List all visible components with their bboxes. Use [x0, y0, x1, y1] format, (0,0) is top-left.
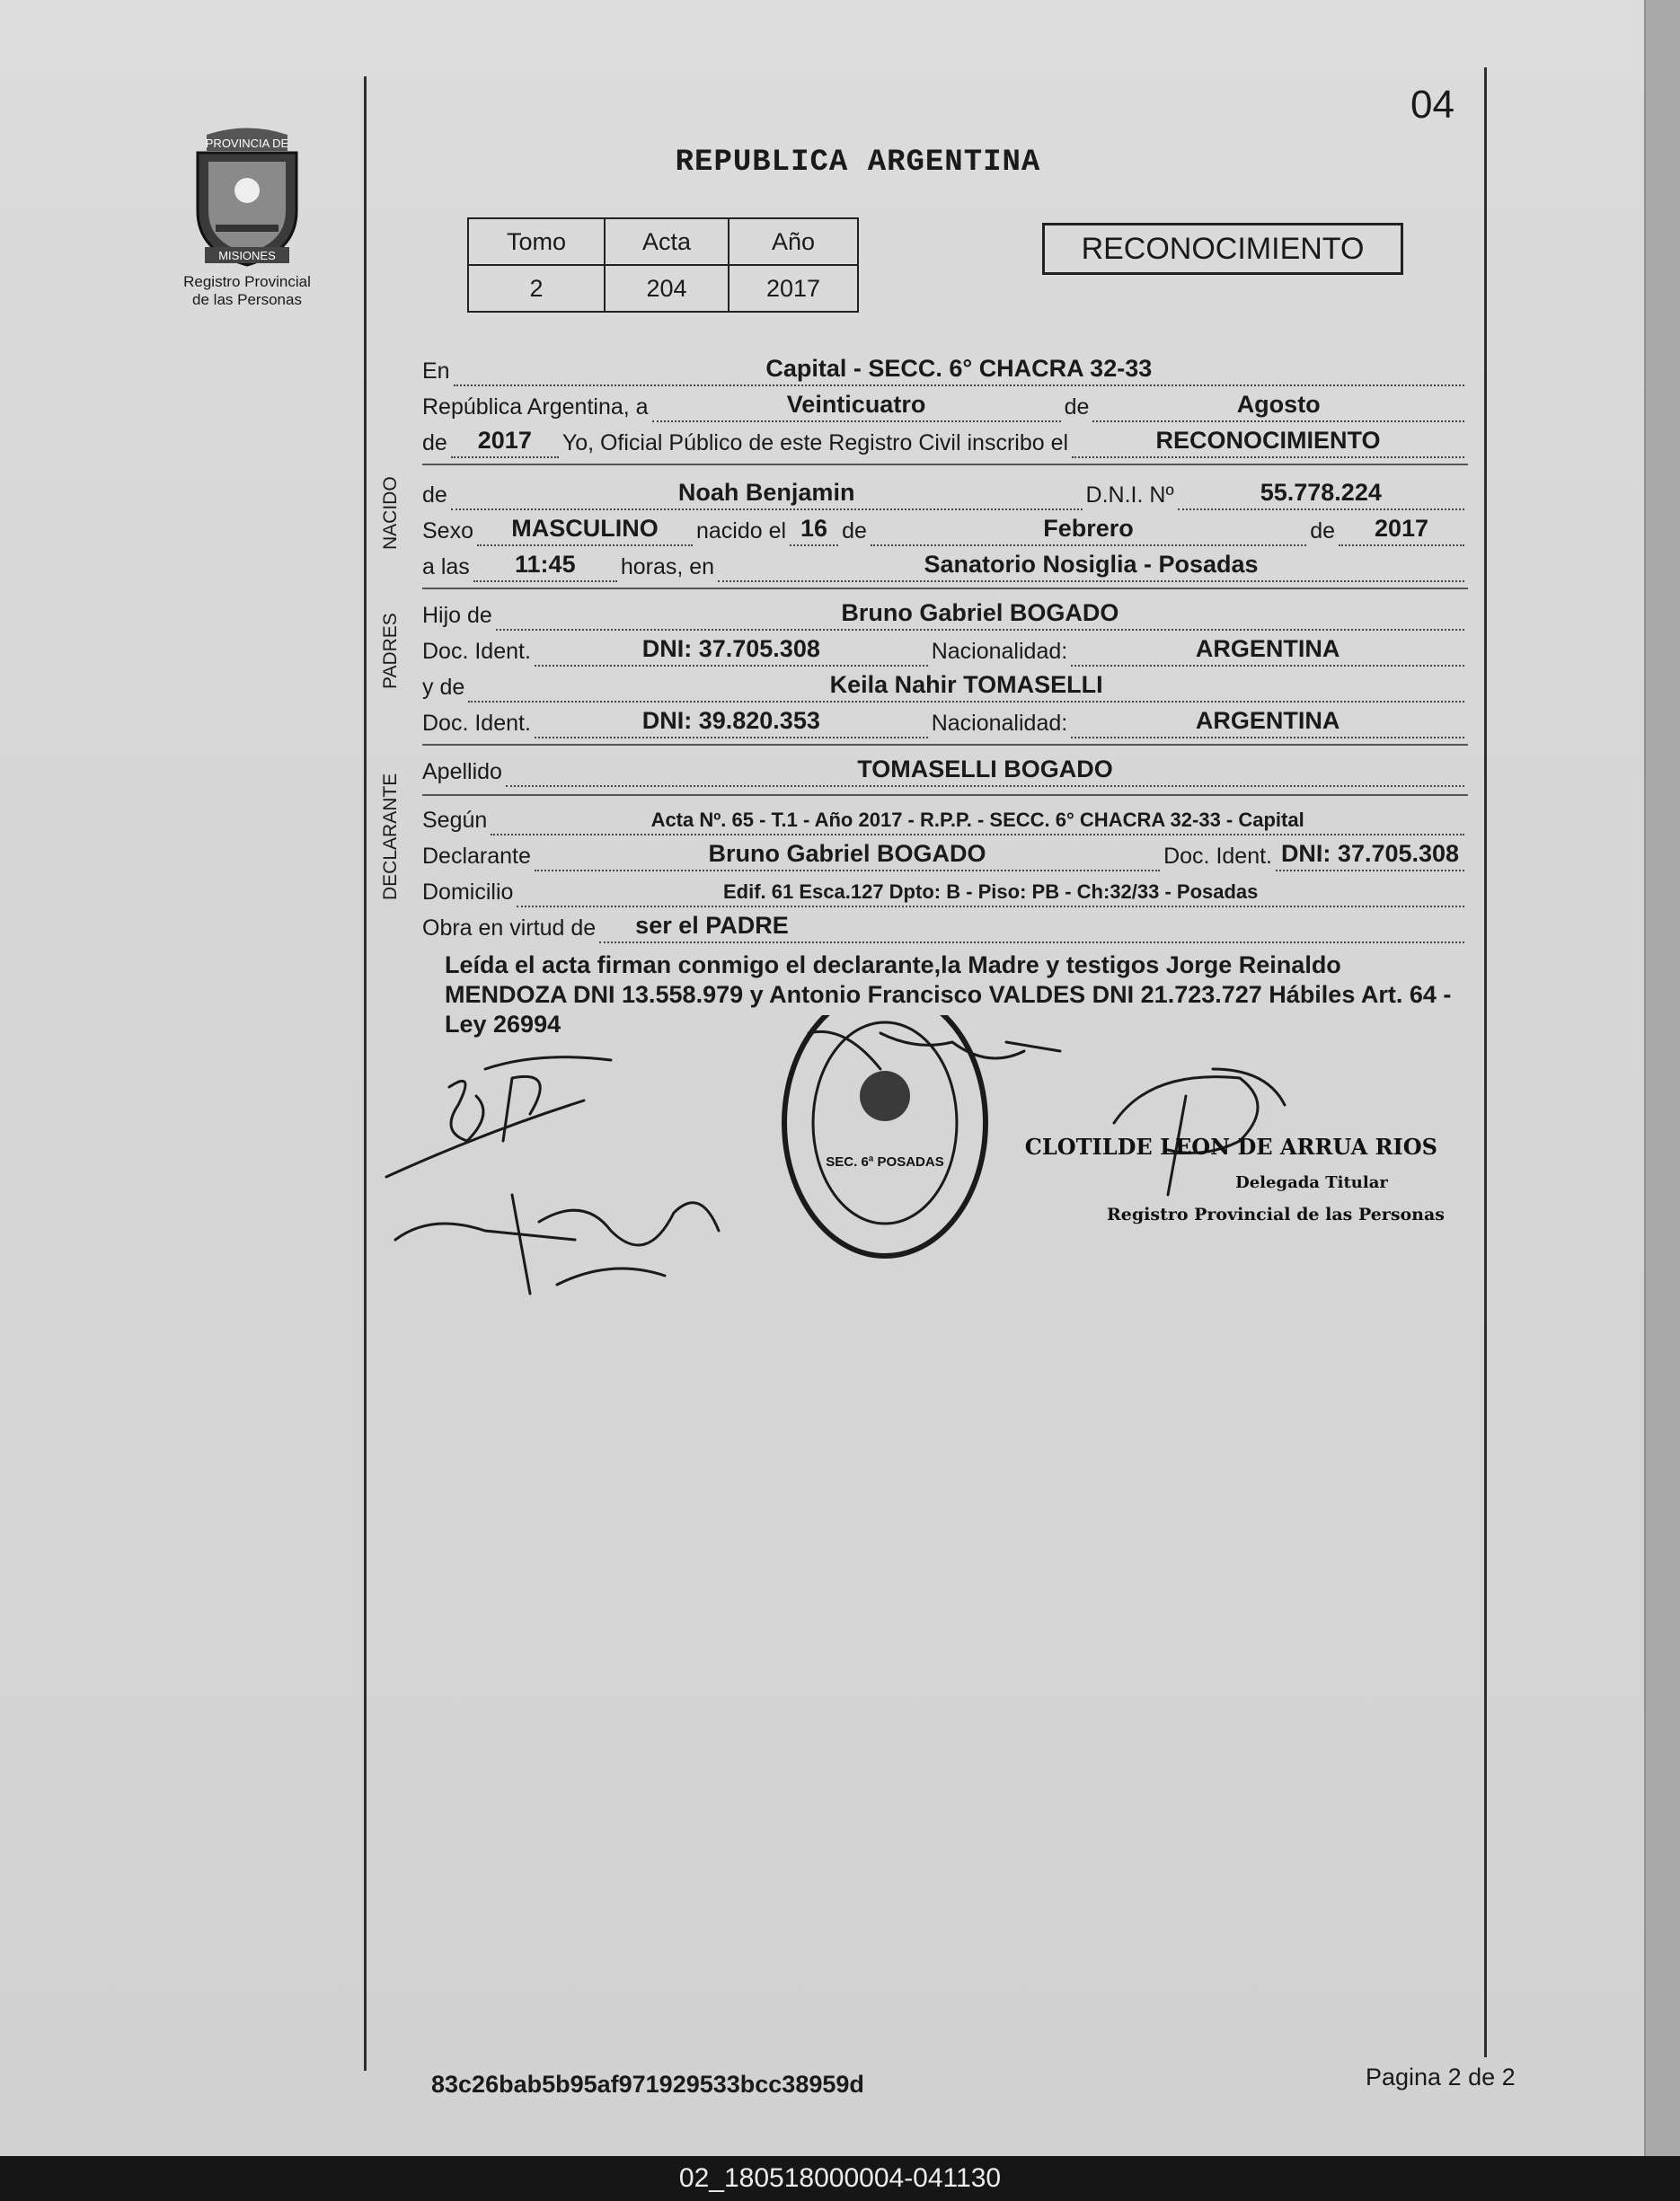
- official-office: Registro Provincial de las Personas: [1106, 1205, 1446, 1224]
- birth-time: 11:45: [473, 551, 617, 582]
- signatures-area: [377, 1015, 1491, 1321]
- yde-label: y de: [422, 675, 465, 700]
- acta-header: Acta: [605, 218, 729, 265]
- tomo-header: Tomo: [468, 218, 605, 265]
- anio-value: 2017: [729, 265, 858, 312]
- tomo-value: 2: [468, 265, 605, 312]
- document-title: REPUBLICA ARGENTINA: [675, 146, 1041, 180]
- dni-value: 55.778.224: [1178, 479, 1464, 510]
- closing-paragraph: Leída el acta firman conmigo el declarante,la Madre y testigos Jorge Reinaldo MENDOZA DNI 13.558.979 y Antonio Francisco VALDES DNI 21.723.727 Hábiles Art. 64 - Ley 26994: [445, 951, 1452, 1038]
- line-apellido: [422, 753, 1468, 787]
- record-type-box: RECONOCIMIENTO: [1042, 223, 1403, 275]
- alas-label: a las: [422, 554, 470, 579]
- line-date: [422, 388, 1468, 422]
- side-label-padres: PADRES: [380, 613, 401, 689]
- apellido-value: TOMASELLI BOGADO: [506, 756, 1464, 787]
- declarante-value: Bruno Gabriel BOGADO: [535, 840, 1160, 871]
- logo-caption-1: Registro Provincial: [183, 273, 311, 290]
- decl-doc-value: DNI: 37.705.308: [1276, 840, 1464, 871]
- dni-label: D.N.I. Nº: [1085, 482, 1174, 508]
- record-table: [467, 217, 859, 313]
- en-label: En: [422, 358, 450, 384]
- mother-nac-label: Nacionalidad:: [931, 711, 1068, 736]
- republica-label: República Argentina, a: [422, 394, 649, 420]
- mother-nat: ARGENTINA: [1071, 707, 1464, 738]
- day-value: Veinticuatro: [652, 391, 1061, 422]
- signature-mother: [395, 1195, 719, 1294]
- apellido-label: Apellido: [422, 759, 502, 784]
- de-label: de: [1064, 394, 1090, 420]
- father-docident-label: Doc. Ident.: [422, 639, 531, 664]
- line-segun: [422, 801, 1468, 835]
- year-value: 2017: [451, 427, 559, 458]
- logo-caption-2: de las Personas: [192, 291, 302, 308]
- line-obra: [422, 909, 1468, 943]
- acta-value: 204: [605, 265, 729, 312]
- line-mother: [422, 668, 1468, 703]
- left-margin-line: [364, 76, 367, 2071]
- hijo-label: Hijo de: [422, 603, 492, 628]
- line-name: [422, 476, 1468, 510]
- image-id-bar: 02_180518000004-041130: [0, 2156, 1680, 2201]
- sexo-value: MASCULINO: [477, 515, 693, 546]
- page-edge: [1646, 0, 1680, 2156]
- mother-name: Keila Nahir TOMASELLI: [468, 671, 1464, 703]
- segun-label: Según: [422, 808, 488, 833]
- line-father: [422, 597, 1468, 631]
- de4-label: de: [842, 518, 867, 544]
- line-mother-doc: [422, 704, 1468, 738]
- pagination: Pagina 2 de 2: [1366, 2064, 1516, 2091]
- separator-4: [422, 794, 1468, 796]
- separator-2: [422, 588, 1468, 589]
- father-nac-label: Nacionalidad:: [931, 639, 1068, 664]
- father-doc: DNI: 37.705.308: [535, 635, 928, 667]
- de2-label: de: [422, 430, 447, 455]
- mother-docident-label: Doc. Ident.: [422, 711, 531, 736]
- de5-label: de: [1310, 518, 1335, 544]
- separator-1: [422, 464, 1468, 465]
- nacido-label: nacido el: [695, 518, 787, 544]
- obra-label: Obra en virtud de: [422, 915, 597, 941]
- official-name: CLOTILDE LEON DE ARRUA RIOS: [1024, 1134, 1437, 1160]
- domicilio-value: Edif. 61 Esca.127 Dpto: B - Piso: PB - Ch:32/33 - Posadas: [517, 880, 1464, 907]
- father-nat: ARGENTINA: [1071, 635, 1464, 667]
- line-year: [422, 424, 1468, 458]
- side-label-declarante: [380, 846, 402, 900]
- month-value: Agosto: [1092, 391, 1464, 422]
- line-father-doc: [422, 632, 1468, 667]
- de3-label: de: [422, 482, 447, 508]
- line-time: [422, 548, 1468, 582]
- obra-value: ser el PADRE: [599, 912, 1464, 943]
- page-number: 04: [1410, 83, 1455, 127]
- segun-value: Acta Nº. 65 - T.1 - Año 2017 - R.P.P. - SECC. 6° CHACRA 32-33 - Capital: [491, 809, 1464, 835]
- en-value: Capital - SECC. 6° CHACRA 32-33: [454, 355, 1464, 386]
- act-value: RECONOCIMIENTO: [1072, 427, 1464, 458]
- birth-month: Febrero: [871, 515, 1306, 546]
- birth-year: 2017: [1339, 515, 1464, 546]
- line-declarante: [422, 837, 1468, 871]
- seal-text-bottom: MISIONES: [218, 249, 276, 262]
- official-role: Delegada Titular: [1235, 1173, 1388, 1192]
- birth-place: Sanatorio Nosiglia - Posadas: [718, 551, 1464, 582]
- seal-text-top: PROVINCIA DE: [205, 137, 289, 150]
- domicilio-label: Domicilio: [422, 880, 514, 905]
- official-text: Yo, Oficial Público de este Registro Civil inscribo el: [561, 430, 1069, 455]
- mother-doc: DNI: 39.820.353: [535, 707, 928, 738]
- document-hash: 83c26bab5b95af971929533bcc38959d: [431, 2071, 864, 2098]
- sexo-label: Sexo: [422, 518, 473, 544]
- anio-header: Año: [729, 218, 858, 265]
- birth-day: 16: [790, 515, 838, 546]
- decl-doc-label: Doc. Ident.: [1163, 844, 1272, 869]
- signature-father: [386, 1057, 611, 1177]
- side-label-nacido: NACIDO: [380, 476, 401, 550]
- round-stamp: [732, 1015, 1038, 1256]
- line-en: [422, 352, 1468, 386]
- line-birth: [422, 512, 1468, 546]
- name-value: Noah Benjamin: [451, 479, 1083, 510]
- father-name: Bruno Gabriel BOGADO: [496, 599, 1464, 631]
- horas-label: horas, en: [620, 554, 715, 579]
- official-stamp-text: [1025, 1134, 1445, 1224]
- line-domicilio: [422, 873, 1468, 907]
- separator-3: [422, 744, 1468, 746]
- round-stamp-inner-text: SEC. 6ª POSADAS: [826, 1154, 944, 1170]
- declarante-label: Declarante: [422, 844, 531, 869]
